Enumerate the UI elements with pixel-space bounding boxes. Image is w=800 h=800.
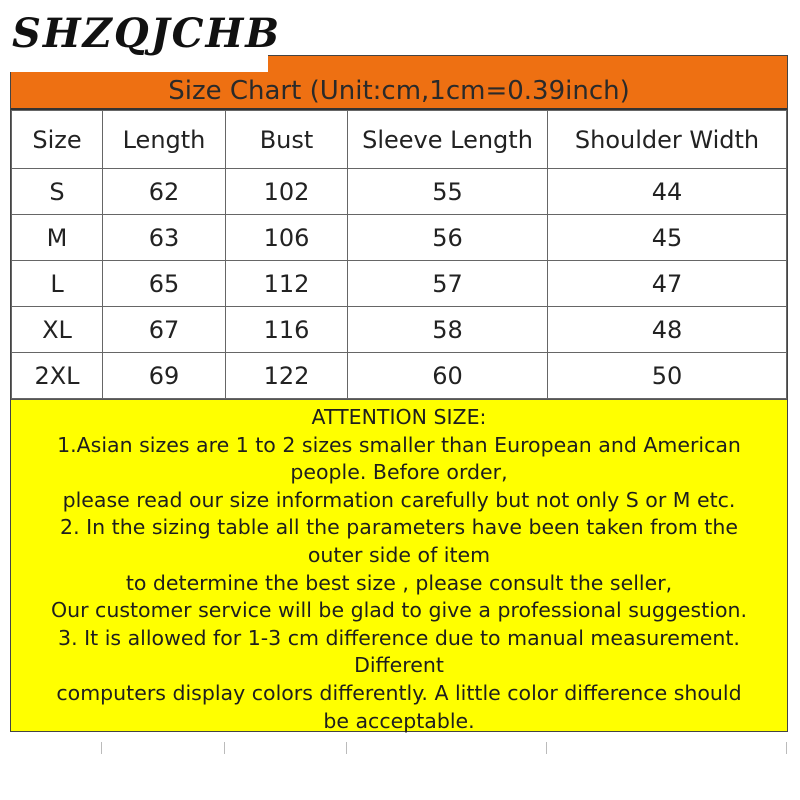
table-header-row [12,111,787,169]
cell-sleeve-length: 55 [348,169,548,215]
attention-line: be acceptable. [323,708,475,733]
cell-bust: 116 [226,307,348,353]
table-row [12,169,787,215]
attention-line: 1.Asian sizes are 1 to 2 sizes smaller than European and American [57,432,741,457]
cell-size: S [12,169,103,215]
header-bust: Bust [226,111,348,169]
cell-shoulder-width: 45 [548,215,787,261]
cell-shoulder-width: 48 [548,307,787,353]
cell-size: L [12,261,103,307]
cell-bust: 122 [226,353,348,399]
cell-shoulder-width: 50 [548,353,787,399]
attention-notice [11,399,787,731]
header-size: Size [12,111,103,169]
table-row [12,353,787,399]
cell-shoulder-width: 44 [548,169,787,215]
cell-size: XL [12,307,103,353]
cell-sleeve-length: 57 [348,261,548,307]
cell-bust: 112 [226,261,348,307]
cell-length: 67 [103,307,226,353]
table-row [12,261,787,307]
faint-grid-lines [10,742,788,800]
cell-bust: 102 [226,169,348,215]
header-shoulder-width: Shoulder Width [548,111,787,169]
brand-logo [0,0,282,72]
attention-line: please read our size information carefully but not only S or M etc. [62,487,736,512]
attention-line: 3. It is allowed for 1-3 cm difference due to manual measurement. [58,625,740,650]
chart-title: Size Chart (Unit:cm,1cm=0.39inch) [168,76,630,106]
table-row [12,215,787,261]
size-chart [10,55,788,732]
cell-length: 65 [103,261,226,307]
cell-length: 63 [103,215,226,261]
table-row [12,307,787,353]
brand-name: SHZQJCHB [12,10,282,57]
cell-sleeve-length: 58 [348,307,548,353]
attention-heading: ATTENTION SIZE: [311,405,487,429]
cell-sleeve-length: 60 [348,353,548,399]
attention-line: to determine the best size , please consult the seller, [125,570,673,595]
cell-length: 69 [103,353,226,399]
size-table [11,110,787,399]
header-sleeve-length: Sleeve Length [348,111,548,169]
header-length: Length [103,111,226,169]
attention-line: people. Before order, [290,460,508,485]
attention-line: 2. In the sizing table all the parameters have been taken from the [60,515,738,540]
attention-line: outer side of item [307,542,491,567]
cell-length: 62 [103,169,226,215]
cell-size: M [12,215,103,261]
attention-line: computers display colors differently. A little color difference should [56,680,742,705]
attention-line: Our customer service will be glad to give a professional suggestion. [50,598,748,623]
attention-line: Different [354,653,444,678]
cell-sleeve-length: 56 [348,215,548,261]
cell-bust: 106 [226,215,348,261]
cell-shoulder-width: 47 [548,261,787,307]
cell-size: 2XL [12,353,103,399]
